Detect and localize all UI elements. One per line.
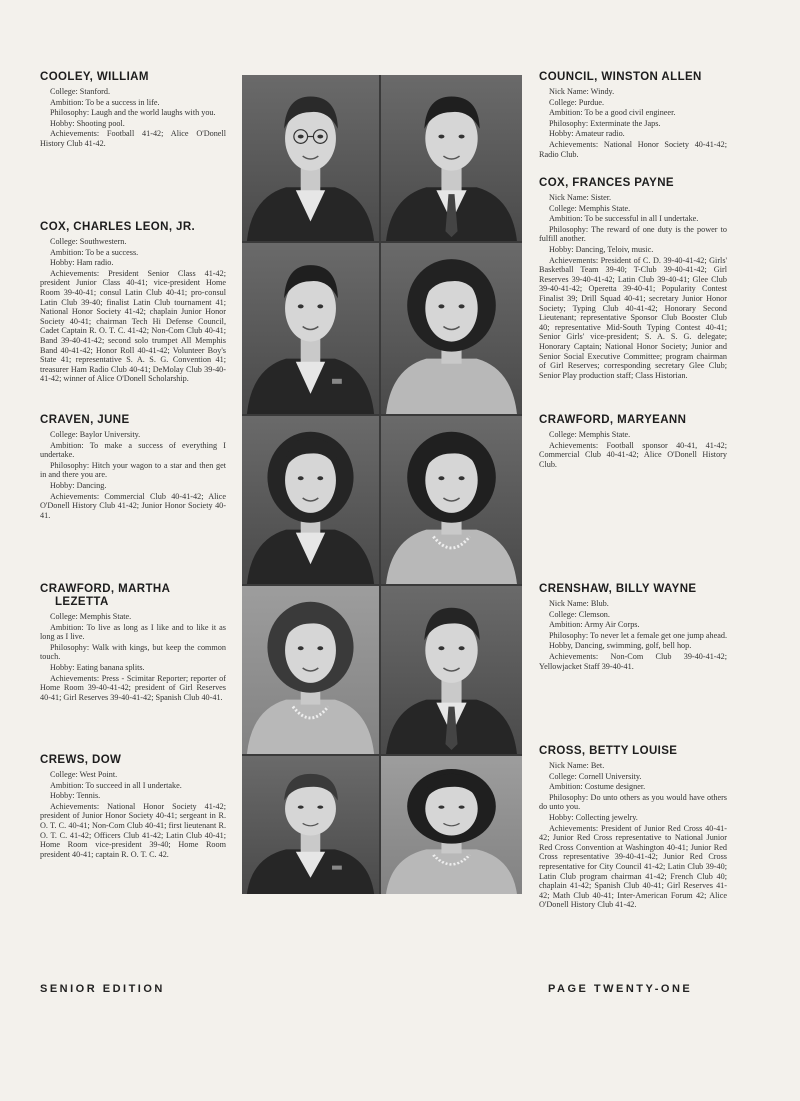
portrait-photo — [381, 75, 522, 241]
bio-line: Hobby: Tennis. — [50, 791, 101, 801]
footer-page-number: PAGE TWENTY-ONE — [548, 983, 693, 995]
student-name-part: COOLEY, WILLIAM — [40, 71, 149, 83]
student-name-part: CRAWFORD, MARYEANN — [539, 414, 687, 426]
bio-line: Ambition: To be a good civil engineer. — [549, 108, 676, 118]
student-name — [40, 414, 226, 427]
student-name-part: COX, FRANCES PAYNE — [539, 177, 675, 189]
bio-line: Nick Name: Bet. — [549, 761, 605, 770]
bio-line: Ambition: To be successful in all I undertake. — [549, 214, 699, 224]
student-name — [539, 745, 727, 758]
entry-cox-charles — [40, 221, 226, 385]
bio-line: Hobby: Dancing, Teloiv, music. — [549, 244, 654, 254]
bio-line: College: West Point. — [50, 770, 118, 779]
bio-line: Ambition: To live as long as I like and to like it as long as I live. — [40, 622, 226, 642]
bio-line: Achievements: President of C. D. 39-40-41-42; Girls' Basketball Team 39-40; T-Club 39-40-41-42; Girl Reserves 39-40-41-42; Latin Club 39-40-41; Glee Club 39-40-41-42; Operetta 39-40-41; Popularity Contest Finalist 39; Drill Squad 40-41; secretary Junior Honor Society; Typing Club 40-41-42; Honorary Second Lieutenant; representative Sponsor Club Booster Club 40; representative Mid-South Typing Contest 40-41; Senior Girls' vice-president; S. A. S. G. delegate; Honorary Captain; National Honor Society; Junior and Senior Social Executive Committee; program chairman of Girl Reserves; corresponding secretary Glee Club; Senior Play production staff; Class Historian. — [539, 255, 727, 380]
bio-line: Achievements: Football sponsor 40-41, 41-42; Commercial Club 40-41-42; Alice O'Donell History Club. — [539, 440, 727, 469]
portrait-photo — [381, 756, 522, 894]
bio-line: Ambition: To be a success in life. — [50, 97, 160, 107]
entry-crawford-martha — [40, 583, 226, 703]
bio-line: Hobby, Dancing, swimming, golf, bell hop. — [549, 641, 692, 651]
student-name — [539, 414, 727, 427]
bio-line: College: Baylor University. — [50, 430, 141, 439]
entry-cox-frances — [539, 177, 727, 381]
entry-council — [539, 71, 727, 160]
bio-line: Achievements: Commercial Club 40-41-42; Alice O'Donell History Club 41-42; Junior Honor Society 40-41. — [40, 491, 226, 520]
portrait-photo — [242, 416, 379, 584]
student-name — [40, 754, 226, 767]
bio-line: Philosophy: Hitch your wagon to a star and then get in and there you are. — [40, 460, 226, 480]
bio-line: Achievements: President Senior Class 41-42; president Junior Class 40-41; vice-president Home Room 39-40-41; consul Latin Club 40-41; pro-consul Latin Club 39-40; finalist Latin Club tournament 41; National Honor Society 41-42; chaplain Junior Honor Society 40-41; chairman Tech Hi Defense Council, Cadet Captain R. O. T. C. 41-42; Non-Com Club 40-41; Band 39-40-41-42; second solo trumpet All Memphis Band 40-41-42; Honor Roll 40-41-42; Volunteer Boy's State 41; representative S. A. S. G. Convention 41; treasurer Ham Radio Club 40-41; DeMolay Club 39-40-41-42; winner of Alice O'Donell Scholarship. — [40, 268, 226, 384]
bio-line: Hobby: Shooting pool. — [50, 118, 125, 128]
portrait-photo — [381, 586, 522, 754]
bio-line: Achievements: Press - Scimitar Reporter; reporter of Home Room 39-40-41-42; president of Girl Reserves 40-41; Girl Reserves 39-40-41-42; Spanish Club 40-41. — [40, 673, 226, 702]
bio-line: Philosophy: Walk with kings, but keep the common touch. — [40, 642, 226, 662]
bio-line: Ambition: To be a success. — [50, 247, 139, 257]
entry-crews — [40, 754, 226, 860]
bio-line: Philosophy: The reward of one duty is the power to fulfill another. — [539, 224, 727, 244]
footer-edition: SENIOR EDITION — [40, 983, 165, 995]
bio-line: Achievements: National Honor Society 40-41-42; Radio Club. — [539, 139, 727, 159]
bio-line: Hobby: Eating banana splits. — [50, 662, 145, 672]
student-name-part: CRAWFORD, MARTHA — [40, 583, 171, 595]
bio-line: Hobby: Amateur radio. — [549, 129, 625, 139]
student-name — [40, 583, 226, 609]
bio-line: Hobby: Collecting jewelry. — [549, 812, 638, 822]
bio-line: Ambition: To make a success of everything I undertake. — [40, 440, 226, 460]
student-name-part: CRENSHAW, BILLY WAYNE — [539, 583, 697, 595]
bio-line: Philosophy: Do unto others as you would have others do unto you. — [539, 792, 727, 812]
student-name-part: LEZETTA — [55, 596, 109, 608]
student-name-part: CREWS, DOW — [40, 754, 122, 766]
entry-cross — [539, 745, 727, 911]
student-name — [40, 71, 226, 84]
bio-line: College: Memphis State. — [50, 612, 132, 621]
portrait-photo — [242, 243, 379, 414]
student-name — [539, 71, 727, 84]
bio-line: College: Clemson. — [549, 609, 610, 619]
student-name-part: CRAVEN, JUNE — [40, 414, 130, 426]
bio-line: Achievements: Non-Com Club 39-40-41-42; Yellowjacket Staff 39-40-41. — [539, 651, 727, 671]
portrait-photo — [242, 756, 379, 894]
student-name-part: COUNCIL, WINSTON ALLEN — [539, 71, 702, 83]
portrait-photo — [381, 243, 522, 414]
bio-line: Ambition: Costume designer. — [549, 782, 646, 792]
entry-craven — [40, 414, 226, 521]
bio-line: Achievements: Football 41-42; Alice O'Donell History Club 41-42. — [40, 129, 226, 148]
entry-crenshaw — [539, 583, 727, 672]
bio-line: College: Stanford. — [50, 87, 111, 96]
student-name-part: CROSS, BETTY LOUISE — [539, 745, 678, 757]
student-name-part: COX, CHARLES LEON, JR. — [40, 221, 196, 233]
student-name — [40, 221, 226, 234]
bio-line: Achievements: National Honor Society 41-42; president of Junior Honor Society 40-41; sergeant in R. O. T. C. 40-41; Non-Com Club 40-41; first lieutenant R. O. T. C. 41-42; Officers Club 41-42; Latin Club 40-41; Home Room vice-president 39-40; Home Room president 40-41; captain R. O. T. C. 42. — [40, 801, 226, 859]
portrait-photo — [381, 416, 522, 584]
bio-line: College: Southwestern. — [50, 237, 127, 246]
entry-cooley — [40, 71, 226, 150]
bio-line: Hobby: Ham radio. — [50, 258, 114, 268]
portrait-panel — [242, 75, 522, 894]
bio-line: College: Memphis State. — [549, 203, 631, 213]
bio-line: Achievements: President of Junior Red Cross 40-41-42; Junior Red Cross representative to National Junior Red Cross Convention at Washington 40-41; Junior Red Cross representative 39-40-41-42; Junior Red Cross representative for City Council 41-42; Latin Club 39-40; Latin Club program chairman 41-42; French Club 40; chaplain 41-42; Spanish Club 40-41; Girl Reserves 41-42; Math Club 40-41; Inter-American Forum 42; Alice O'Donell History Club 41-42. — [539, 823, 727, 910]
bio-line: Nick Name: Windy. — [549, 87, 615, 96]
bio-line: Ambition: To succeed in all I undertake. — [50, 780, 182, 790]
portrait-photo — [242, 75, 379, 241]
bio-line: Nick Name: Blub. — [549, 599, 609, 608]
portrait-photo — [242, 586, 379, 754]
bio-line: Philosophy: To never let a female get one jump ahead. — [549, 630, 727, 640]
student-name — [539, 177, 727, 190]
bio-line: Philosophy: Laugh and the world laughs with you. — [50, 108, 216, 118]
bio-line: Hobby: Dancing. — [50, 480, 107, 490]
bio-line: Philosophy: Exterminate the Japs. — [549, 118, 661, 128]
bio-line: Ambition: Army Air Corps. — [549, 620, 640, 630]
bio-line: College: Cornell University. — [549, 771, 642, 781]
entry-crawford-maryeann — [539, 414, 727, 470]
bio-line: Nick Name: Sister. — [549, 193, 612, 202]
bio-line: College: Purdue. — [549, 97, 605, 107]
bio-line: College: Memphis State. — [549, 430, 631, 439]
student-name — [539, 583, 727, 596]
